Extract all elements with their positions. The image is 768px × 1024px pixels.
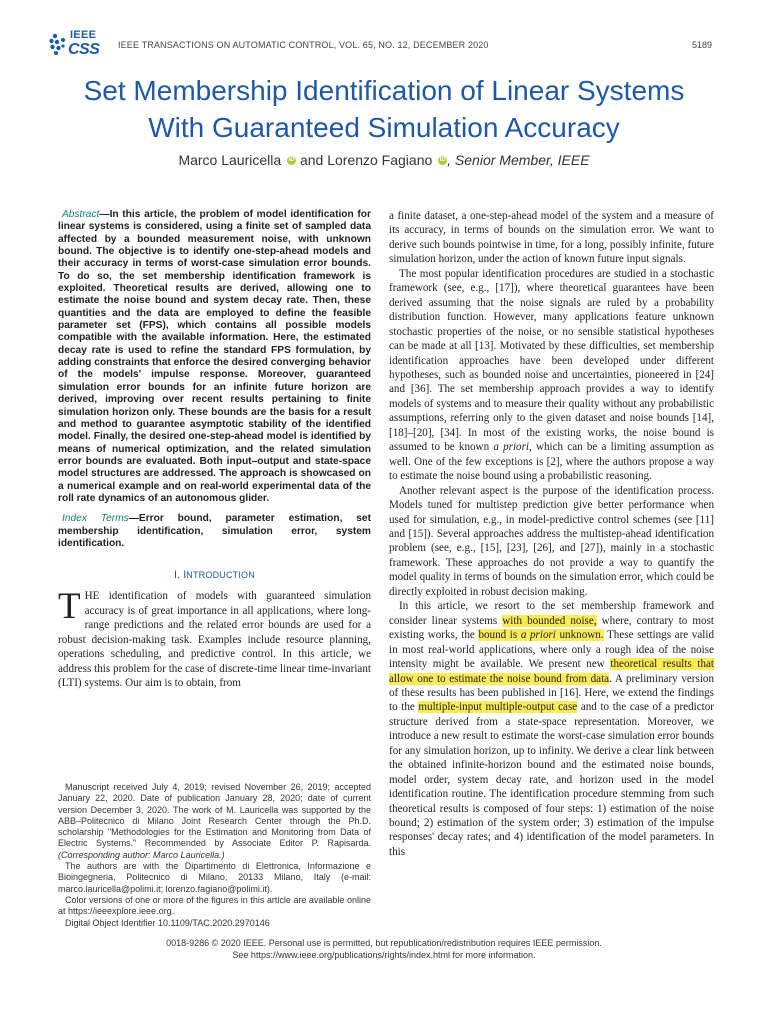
right-paragraph-4 bbox=[389, 599, 714, 859]
author-1: Marco Lauricella bbox=[178, 152, 282, 168]
section-numeral: I. bbox=[174, 569, 181, 582]
hl2-apriori: a priori bbox=[520, 629, 556, 642]
highlight-mimo-case: multiple-input multiple-output case bbox=[418, 701, 578, 714]
journal-header: IEEE TRANSACTIONS ON AUTOMATIC CONTROL, VOL. 65, NO. 12, DECEMBER 2020 bbox=[118, 40, 489, 50]
ieee-css-logo bbox=[48, 28, 106, 62]
footnote-color: Color versions of one or more of the figures in this article are available online at https://ieeexplore.ieee.org. bbox=[58, 894, 371, 917]
paper-title bbox=[30, 72, 738, 146]
index-terms-label: Index Terms bbox=[62, 513, 129, 525]
left-column bbox=[58, 209, 371, 690]
highlight-bound-unknown bbox=[478, 629, 603, 641]
author-and: and bbox=[299, 152, 324, 168]
section-heading-introduction bbox=[58, 569, 371, 581]
orcid-icon[interactable]: iD bbox=[439, 157, 446, 163]
logo-ieee-text: IEEE bbox=[70, 29, 97, 41]
highlight-bounded-noise: with bounded noise, bbox=[502, 614, 597, 627]
right-paragraph-2 bbox=[389, 267, 714, 484]
right-column bbox=[389, 209, 714, 859]
copyright-line-2: See https://www.ieee.org/publications/rights/index.html for more information. bbox=[232, 949, 536, 960]
section-title-rest: NTRODUCTION bbox=[186, 570, 255, 581]
index-terms-dash: — bbox=[128, 513, 139, 525]
p4-text-d: . A preliminary version of these results has been published in [16]. Here, we extend the findings to the bbox=[389, 672, 714, 714]
logo-mark-icon bbox=[48, 32, 70, 58]
footnote-affiliation: The authors are with the Dipartimento di Elettronica, Informazione e Bioingegneria, Politecnico di Milano, 20133 Milano, Italy (e-mail: marco.lauricella@polimi.it; lorenzo.fagiano@polimi.it). bbox=[58, 861, 371, 894]
intro-paragraph bbox=[58, 586, 371, 690]
index-terms bbox=[58, 513, 371, 550]
copyright-notice bbox=[0, 938, 768, 961]
page-number: 5189 bbox=[691, 40, 712, 50]
intro-text: HE identification of models with guaranteed simulation accuracy is of great importance in all applications, where long-range predictions and the related error bounds are used for a robust decision-making task. Examples include resource planning, operations scheduling, and predictive control. In this article, we address this problem for the case of discrete-time linear time-invariant (LTI) systems. Our aim is to obtain, from bbox=[58, 590, 371, 689]
footnote-corresponding: (Corresponding author: Marco Lauricella.) bbox=[58, 849, 225, 860]
abstract bbox=[58, 209, 371, 505]
abstract-text: In this article, the problem of model identification for linear systems is considered, using a finite set of sampled data affected by a bounded measurement noise, with unknown bound. The objective is to identify one-step-ahead models and their accuracy in terms of worst-case simulation error bounds. To do so, the set membership identification framework is exploited. Theoretical results are derived, allowing one to estimate the noise bound and system decay rate. Then, these quantities and the data are employed to define the feasible parameter set (FPS), which contains all possible models compatible with the available information. Here, the estimated decay rate is used to refine the standard FPS formulation, by adding constraints that enforce the desired converging behavior of the models' impulse response. Moreover, guaranteed simulation error bounds for an infinite future horizon are derived, improving over recent results pertaining to finite simulation horizon only. These bounds are the basis for a result and method to guarantee asymptotic stability of the identified model. Finally, the desired one-step-ahead model is identified by means of numerical optimization, and the related simulation error bounds are evaluated. Both input–output and state-space model structures are addressed. The approach is showcased on a numerical example and on real-world experimental data of the roll rate dynamics of an autonomous glider. bbox=[58, 209, 371, 504]
title-line-1: Set Membership Identification of Linear Systems bbox=[83, 75, 685, 106]
author-2: Lorenzo Fagiano bbox=[327, 152, 433, 168]
footnotes bbox=[58, 782, 371, 929]
hl2-text-b: unknown. bbox=[555, 629, 604, 642]
index-terms-text: Error bound, parameter estimation, set membership identification, simulation error, system identification. bbox=[58, 513, 371, 549]
author-suffix: , Senior Member, IEEE bbox=[447, 152, 590, 168]
p4-text-a: In this article, we resort to the set membership framework and consider linear systems bbox=[389, 600, 714, 627]
p4-text-b: where, contrary to most existing works, the bbox=[389, 614, 714, 642]
orcid-icon[interactable]: iD bbox=[288, 157, 295, 163]
p2-apriori: a priori bbox=[493, 441, 529, 454]
p4-text-c: These settings are valid in most real-world applications, where only a rough idea of the noise intensity might be available. We present new bbox=[389, 629, 714, 671]
p2-text-a: The most popular identification procedures are studied in a stochastic framework (see, e.g., [17]), where theoretical guarantees have been derived assuming that the noise signals are ruled by a probability distribution function. However, many applications feature unknown stochastic properties of the noise, or no sensible statistical hypotheses can be made at all [13]. Motivated by these difficulties, set membership identification approaches have been developed under different hypotheses, such as bounded noise and uncertainties, pioneered in [24] and [36]. The set membership approach provides a way to identify models of systems and to measure their quality without any probabilistic assumptions, referring only to the given dataset and noise bounds [14], [18]–[20], [34]. In most of the existing works, the noise bound is assumed to be known bbox=[389, 267, 714, 454]
footnote-manuscript bbox=[58, 782, 371, 861]
abstract-dash: — bbox=[99, 209, 110, 220]
highlight-theoretical-results: theoretical results that allow one to estimate the noise bound from data bbox=[389, 658, 714, 685]
right-paragraph-1: a finite dataset, a one-step-ahead model of the system and a measure of its accuracy, in terms of bounds on the simulation error. We want to derive such bounds pointwise in time, for a long, possibly infinite, future simulation horizon, under the action of known future input signals. bbox=[389, 210, 714, 266]
section-title-first: I bbox=[183, 569, 187, 582]
title-line-2: With Guaranteed Simulation Accuracy bbox=[148, 112, 620, 143]
copyright-line-1: 0018-9286 © 2020 IEEE. Personal use is permitted, but republication/redistribution requires IEEE permission. bbox=[166, 938, 602, 948]
hl2-text-a: bound is bbox=[478, 629, 521, 642]
footnote-doi: Digital Object Identifier 10.1109/TAC.2020.2970146 bbox=[65, 917, 270, 928]
footnote-manuscript-text: Manuscript received July 4, 2019; revised November 26, 2019; accepted January 22, 2020. Date of publication January 28, 2020; date of current version December 3, 2020. The work of M. Lauricella was supported by the ABB–Politecnico di Milano Joint Research Center through the Ph.D. scholarship "Methodologies for the Estimation and Monitoring from Data of Electric Systems." Recommended by Associate Editor P. Rapisarda. bbox=[58, 782, 371, 849]
drop-cap: T bbox=[58, 586, 81, 628]
logo-css-text: CSS bbox=[68, 41, 100, 58]
abstract-label: Abstract bbox=[62, 209, 100, 220]
right-paragraph-3: Another relevant aspect is the purpose of the identification process. Models tuned for multistep prediction give better performance when used for simulation, e.g., in model-predictive control schemes (see [11] and [15]). Several approaches address the multistep-ahead identification problem (see, e.g., [15], [23], [26], and [27]), mainly in a stochastic framework. These approaches do not provide a way to quantify the model quality in terms of bounds on the simulation error, which could be directly exploited in robust decision making. bbox=[389, 484, 714, 598]
p2-text-b: , which can be a limiting assumption as well. One of the few exceptions is [2], where the authors propose a way to estimate the noise bound using a probabilistic reasoning. bbox=[389, 441, 714, 483]
author-line bbox=[0, 152, 768, 168]
p4-text-e: and to the case of a predictor structure derived from a state-space representation. Moreover, we introduce a new result to estimate the worst-case simulation error bounds for any simulation horizon, up to infinity. We derive a clear link between the obtained infinite-horizon bound and the estimated noise bounds, model order, system decay rate, and horizon used in the model identification routine. The identification procedure stemming from such theoretical results is composed of four steps: 1) estimation of the noise bound; 2) estimation of the system order; 3) estimation of the impulse responses' decay rates; and 4) identification of the model parameters. In this bbox=[389, 701, 714, 858]
